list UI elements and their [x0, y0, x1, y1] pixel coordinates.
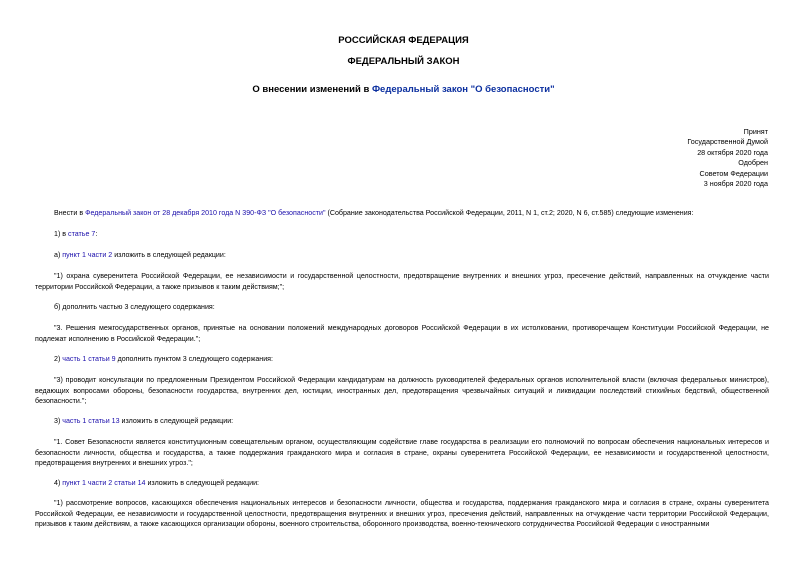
- item-4-prefix: 4): [54, 479, 63, 487]
- country-heading: РОССИЙСКАЯ ФЕДЕРАЦИЯ: [338, 35, 469, 46]
- item-1a-link[interactable]: пункт 1 части 2: [62, 251, 113, 259]
- quote-2: "3. Решения межгосударственных органов, принятые на основании положений международных договоров Российской Федерации в их истолковании, противоречащем Конституции Российской Федерации, не подлежат исполнению в Российской Федерации.";: [35, 324, 769, 343]
- item-1: [35, 229, 769, 240]
- item-2-suffix: дополнить пунктом 3 следующего содержания:: [115, 355, 273, 363]
- item-2: [35, 354, 769, 365]
- item-3-prefix: 3): [54, 417, 63, 425]
- quote-4: "1. Совет Безопасности является конституционным совещательным органом, осуществляющим содействие главе государства в реализации его полномочий по вопросам обеспечения национальных интересов и безопасности личности, общества и государства, а также поддержания гражданского мира и согласия в стране, охраны суверенитета Российской Федерации, ее независимости и государственной целостности, предотвращения внутренних и внешних угроз.";: [35, 438, 769, 467]
- accepted-by: Государственной Думой: [687, 137, 768, 147]
- item-3: [35, 416, 769, 427]
- item-3-suffix: изложить в следующей редакции:: [119, 417, 234, 425]
- intro-law-link[interactable]: Федеральный закон от 28 декабря 2010 года N 390-ФЗ "О безопасности": [85, 209, 326, 217]
- item-4-suffix: изложить в следующей редакции:: [145, 479, 260, 487]
- item-1-prefix: 1) в: [54, 230, 69, 238]
- intro-paragraph: [35, 208, 769, 219]
- item-4-link[interactable]: пункт 1 части 2 статьи 14: [62, 479, 146, 487]
- approved-by: Советом Федерации: [699, 168, 768, 178]
- item-1-link[interactable]: статье 7: [68, 230, 96, 238]
- intro-suffix: (Собрание законодательства Российской Федерации, 2011, N 1, ст.2; 2020, N 6, ст.585) следующие изменения:: [325, 209, 694, 217]
- doc-type-heading: ФЕДЕРАЛЬНЫЙ ЗАКОН: [347, 56, 460, 67]
- item-1a-prefix: а): [54, 251, 63, 259]
- law-title-link[interactable]: Федеральный закон "О безопасности": [371, 84, 555, 95]
- item-2-prefix: 2): [54, 355, 63, 363]
- item-2-link[interactable]: часть 1 статьи 9: [62, 355, 116, 363]
- quote-5: "1) рассмотрение вопросов, касающихся обеспечения национальных интересов и безопасности личности, общества и государства, поддержания гражданского мира и согласия в стране, охраны суверенитета Российской Федерации, ее независимости и государственной целостности, предотвращения внутренних и внешних угроз, пресечения действий, направленных на отчуждение части территории Российской Федерации, призывов к таким действиям, а также касающихся организации обороны, военного строительства, оборонного производства, военно-технического сотрудничества Российской Федерации с иностранными: [35, 499, 769, 528]
- law-title-prefix: О внесении изменений в: [252, 84, 372, 95]
- adoption-block: [687, 127, 768, 189]
- intro-prefix: Внести в: [54, 209, 86, 217]
- approved-label: Одобрен: [738, 158, 768, 168]
- approved-date: 3 ноября 2020 года: [703, 179, 768, 189]
- quote-3: "3) проводит консультации по предложенным Президентом Российской Федерации кандидатурам на должность руководителей федеральных органов исполнительной власти (включая федеральных министров), ведающих вопросами обороны, безопасности государства, внутренних дел, юстиции, иностранных дел, предотвращения чрезвычайных ситуаций и ликвидации последствий стихийных бедствий, общественной безопасности.";: [35, 376, 769, 405]
- item-1-suffix: :: [95, 230, 98, 238]
- item-4: [35, 478, 769, 489]
- accepted-date: 28 октября 2020 года: [697, 147, 768, 157]
- accepted-label: Принят: [743, 127, 768, 136]
- item-3-link[interactable]: часть 1 статьи 13: [62, 417, 120, 425]
- item-1a-suffix: изложить в следующей редакции:: [112, 251, 226, 259]
- item-1b: б) дополнить частью 3 следующего содержания:: [54, 303, 215, 311]
- quote-1: "1) охрана суверенитета Российской Федерации, ее независимости и государственной целостности, предотвращение внутренних и внешних угроз, пресечение действий, направленных на отчуждение части территории Российской Федерации, а также призывов к таким действиям;";: [35, 272, 769, 291]
- item-1a: [35, 250, 769, 261]
- law-title: [0, 84, 807, 96]
